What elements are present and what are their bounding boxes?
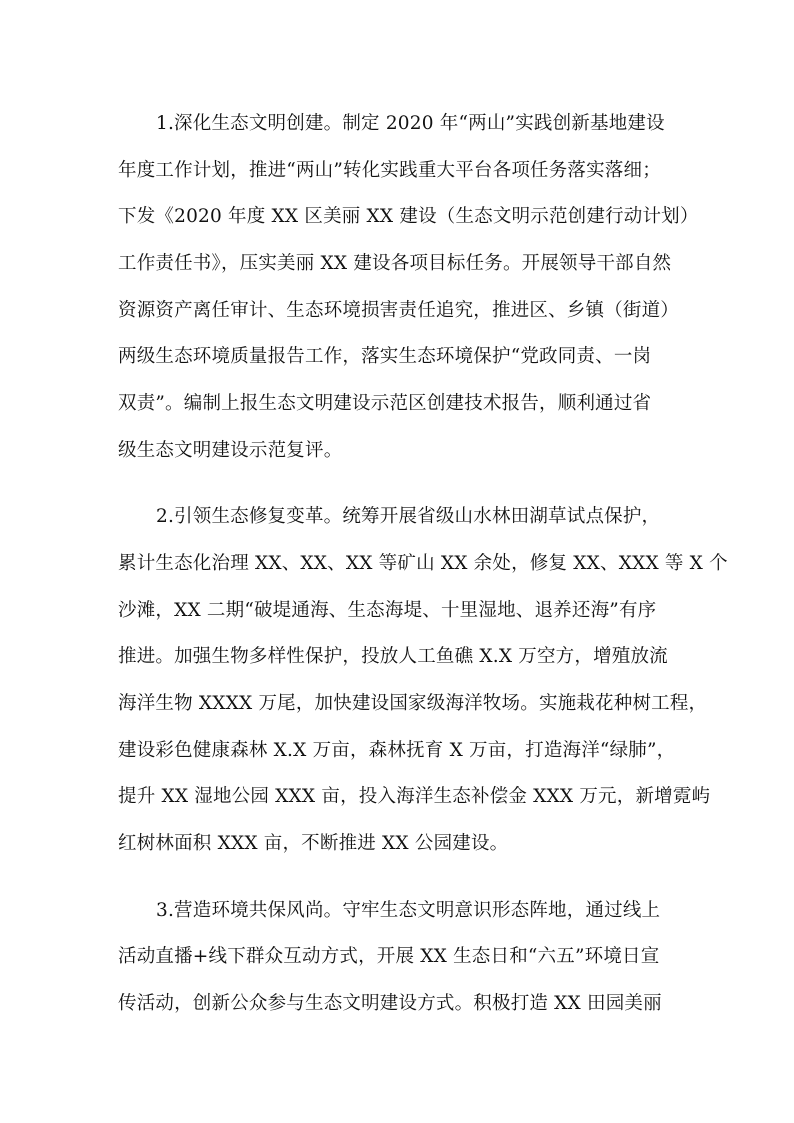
p1-line-3: 下发《2020 年度 XX 区美丽 XX 建设（生态文明示范创建行动计划）: [118, 206, 699, 227]
p2-line-4: 推进。加强生物多样性保护，投放人工鱼礁 X.X 万空方，增殖放流: [118, 646, 668, 667]
p1-line-5: 资源资产离任审计、生态环境损害责任追究，推进区、乡镇（街道）: [118, 300, 680, 321]
p3-line-2: 活动直播+线下群众互动方式，开展 XX 生态日和“六五”环境日宣: [118, 946, 660, 967]
p2-line-6: 建设彩色健康森林 X.X 万亩，森林抚育 X 万亩，打造海洋“绿肺”，: [118, 740, 676, 761]
p1-line-4: 工作责任书》，压实美丽 XX 建设各项目标任务。开展领导干部自然: [118, 253, 672, 274]
p2-line-8: 红树林面积 XXX 亩，不断推进 XX 公园建设。: [118, 833, 509, 854]
p1-line-2: 年度工作计划，推进“两山”转化实践重大平台各项任务落实落细；: [118, 160, 661, 181]
p1-line-1: 1.深化生态文明创建。制定 2020 年“两山”实践创新基地建设: [156, 113, 665, 134]
p2-line-2: 累计生态化治理 XX、XX、XX 等矿山 XX 余处，修复 XX、XXX 等 X 个: [118, 553, 728, 574]
p1-line-7: 双责”。编制上报生态文明建设示范区创建技术报告，顺利通过省: [118, 393, 652, 414]
p2-line-5: 海洋生物 XXXX 万尾，加快建设国家级海洋牧场。实施栽花种树工程，: [118, 693, 708, 714]
p3-line-1: 3.营造环境共保风尚。守牢生态文明意识形态阵地，通过线上: [156, 900, 661, 921]
p3-line-3: 传活动，创新公众参与生态文明建设方式。积极打造 XX 田园美丽: [118, 993, 662, 1014]
p1-line-8: 级生态文明建设示范复评。: [118, 440, 343, 461]
p1-line-6: 两级生态环境质量报告工作，落实生态环境保护“党政同责、一岗: [118, 346, 652, 367]
p2-line-3: 沙滩，XX 二期“破堤通海、生态海堤、十里湿地、退养还海”有序: [118, 600, 657, 621]
p2-line-7: 提升 XX 湿地公园 XXX 亩，投入海洋生态补偿金 XXX 万元，新增霓屿: [118, 786, 711, 807]
p2-line-1: 2.引领生态修复变革。统筹开展省级山水林田湖草试点保护，: [156, 506, 661, 527]
